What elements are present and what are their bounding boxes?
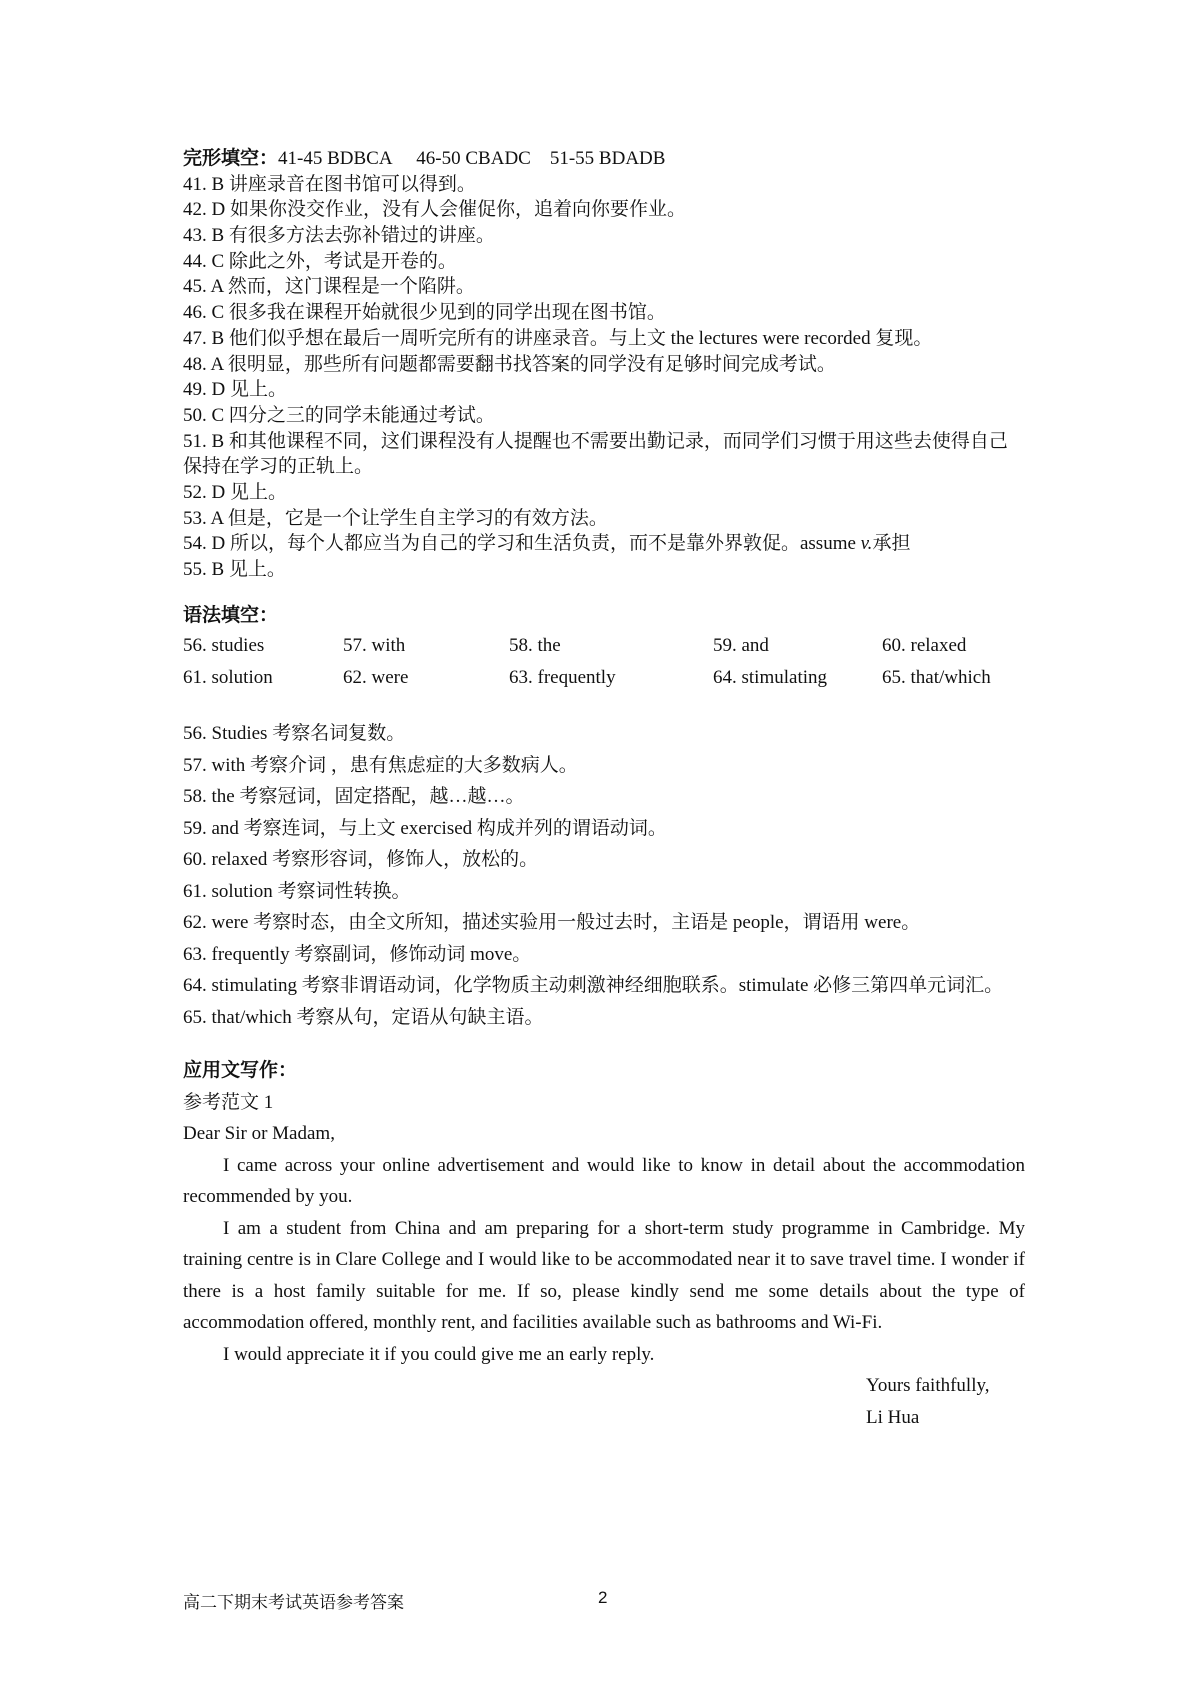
grammar-answer-64: 64. stimulating [713, 667, 827, 689]
grammar-answer-table [183, 630, 1025, 694]
grammar-explanation-57: 57. with 考察介词 ，患有焦虑症的大多数病人。 [183, 754, 578, 776]
cloze-item-47: 47. B 他们似乎想在最后一周听完所有的讲座录音。与上文 the lectures were recorded 复现。 [183, 327, 933, 349]
sample-essay-label: 参考范文 1 [183, 1091, 274, 1113]
cloze-item-42: 42. D 如果你没交作业，没有人会催促你，追着向你要作业。 [183, 199, 686, 221]
letter-salutation: Dear Sir or Madam, [183, 1123, 335, 1145]
grammar-explanation-59: 59. and 考察连词，与上文 exercised 构成并列的谓语动词。 [183, 817, 667, 839]
table-row [183, 630, 1025, 662]
letter-closing: Yours faithfully, [866, 1375, 990, 1397]
cloze-item-51: 51. B 和其他课程不同，这们课程没有人提醒也不需要出勤记录，而同学们习惯于用这些去使得自己保持在学习的正轨上。 [183, 430, 1008, 478]
grammar-explanation-60: 60. relaxed 考察形容词，修饰人，放松的。 [183, 849, 539, 871]
grammar-answer-63: 63. frequently [509, 667, 616, 689]
grammar-explanation-65: 65. that/which 考察从句，定语从句缺主语。 [183, 1006, 544, 1028]
table-row [183, 662, 1025, 694]
grammar-answer-61: 61. solution [183, 667, 273, 689]
letter-paragraph-3: I would appreciate it if you could give me an early reply. [223, 1343, 655, 1365]
footer-page-number: 2 [598, 1588, 608, 1607]
cloze-item-54-meaning: 承担 [872, 533, 911, 555]
cloze-item-55: 55. B 见上。 [183, 559, 286, 581]
cloze-item-50: 50. C 四分之三的同学未能通过考试。 [183, 404, 495, 426]
grammar-explanation-58: 58. the 考察冠词，固定搭配，越…越…。 [183, 786, 525, 808]
cloze-heading: 完形填空： [183, 148, 279, 169]
cloze-item-46: 46. C 很多我在课程开始就很少见到的同学出现在图书馆。 [183, 302, 666, 324]
grammar-answer-65: 65. that/which [882, 667, 991, 689]
cloze-item-54-text: 54. D 所以，每个人都应当为自己的学习和生活负责，而不是靠外界敦促。assume [183, 533, 861, 555]
grammar-answer-57: 57. with [343, 635, 406, 657]
footer-document-title: 高二下期末考试英语参考答案 [183, 1593, 404, 1612]
grammar-answer-56: 56. studies [183, 635, 265, 657]
cloze-item-54-pos: v. [860, 533, 873, 555]
grammar-explanation-62: 62. were 考察时态，由全文所知，描述实验用一般过去时，主语是 people，谓语用 were。 [183, 912, 921, 934]
cloze-item-48: 48. A 很明显，那些所有问题都需要翻书找答案的同学没有足够时间完成考试。 [183, 353, 836, 375]
writing-heading: 应用文写作： [183, 1060, 298, 1082]
grammar-explanation-61: 61. solution 考察词性转换。 [183, 880, 411, 902]
cloze-item-45: 45. A 然而，这门课程是一个陷阱。 [183, 276, 475, 298]
grammar-explanation-64: 64. stimulating 考察非谓语动词，化学物质主动刺激神经细胞联系。stimulate 必修三第四单元词汇。 [183, 975, 1004, 997]
cloze-item-41: 41. B 讲座录音在图书馆可以得到。 [183, 173, 476, 195]
grammar-heading: 语法填空： [183, 604, 279, 626]
grammar-answer-62: 62. were [343, 667, 409, 689]
page-content [183, 146, 1025, 1433]
cloze-item-54 [183, 531, 1025, 557]
grammar-explanation-56: 56. Studies 考察名词复数。 [183, 723, 406, 745]
letter-paragraph-1: I came across your online advertisement and would like to know in detail about the accommodation recommended by you. [183, 1154, 1025, 1208]
cloze-item-52: 52. D 见上。 [183, 481, 287, 503]
cloze-header-line [183, 146, 1025, 172]
cloze-item-53: 53. A 但是，它是一个让学生自主学习的有效方法。 [183, 507, 608, 529]
cloze-item-43: 43. B 有很多方法去弥补错过的讲座。 [183, 225, 495, 247]
letter-paragraph-2: I am a student from China and am preparing for a short-term study programme in Cambridge. My training centre is in Clare College and I would like to be accommodated near it to save travel time. I wonder if there is a host family suitable for me. If so, please kindly send me some details about the type of accommodation offered, monthly rent, and facilities available such as bathrooms and Wi-Fi. [183, 1217, 1025, 1334]
letter-signature: Li Hua [866, 1406, 920, 1428]
cloze-answer-summary: 41-45 BDBCA 46-50 CBADC 51-55 BDADB [278, 148, 666, 169]
grammar-explanation-63: 63. frequently 考察副词，修饰动词 move。 [183, 943, 532, 965]
cloze-item-49: 49. D 见上。 [183, 379, 287, 401]
grammar-answer-58: 58. the [509, 635, 561, 657]
grammar-answer-60: 60. relaxed [882, 635, 967, 657]
grammar-answer-59: 59. and [713, 635, 769, 657]
cloze-item-44: 44. C 除此之外，考试是开卷的。 [183, 250, 457, 272]
